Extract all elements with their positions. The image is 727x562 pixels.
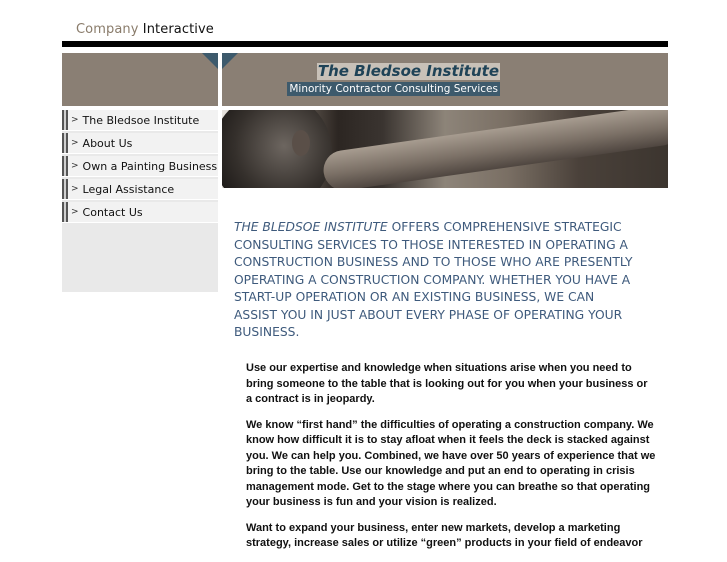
sidebar-item-legal-assistance[interactable]	[62, 179, 218, 200]
sidebar-item-contact-us[interactable]	[62, 202, 218, 223]
header-left-panel	[62, 53, 218, 106]
photo-arm-shape	[321, 110, 668, 188]
body-paragraph: Use our expertise and knowledge when situations arise when you need to bring someone to the table that is looking out for you when your business or a contract is in jeopardy.	[246, 362, 648, 405]
intro-paragraph	[234, 219, 634, 342]
body-paragraph: Want to expand your business, enter new markets, develop a marketing strategy, increase sales or utilize “green” products in your field of endeavor	[246, 521, 643, 549]
sidebar-nav	[62, 110, 218, 292]
intro-emphasis: THE BLEDSOE INSTITUTE	[234, 220, 388, 234]
body-paragraph: We know “first hand” the difficulties of operating a construction company. We know how difficult it is to stay afloat when it feels the deck is stacked against you. We can help you. Combined, we have over 50 years of experience that we bring to the table. Use our knowledge and put an end to operating in crisis management mode. Get to the stage where you can breathe so that operating your business is fun and your vision is realized.	[246, 418, 656, 508]
nav-bar-icon	[62, 179, 68, 199]
chevron-right-icon: >	[71, 115, 79, 125]
photo-head-shape	[222, 110, 332, 188]
corner-notch-icon	[202, 53, 218, 69]
sidebar-item-about-us[interactable]	[62, 133, 218, 154]
intro-text: OFFERS COMPREHENSIVE STRATEGIC CONSULTING SERVICES TO THOSE INTERESTED IN OPERATING A CONSTRUCTION BUSINESS AND TO THOSE WHO ARE PRESENTLY OPERATING A CONSTRUCTION COMPANY. WHETHER YOU HAVE A START-UP OPERATION OR AN EXISTING BUSINESS, WE CAN ASSIST YOU IN JUST ABOUT EVERY PHASE OF OPERATING YOUR BUSINESS.	[234, 220, 633, 339]
sidebar-item-label: Own a Painting Business	[82, 159, 218, 173]
photo-ear-shape	[292, 130, 310, 156]
brand-company: Company	[76, 22, 139, 37]
sidebar-item-label: Legal Assistance	[82, 182, 175, 196]
nav-bar-icon	[62, 110, 68, 130]
sidebar-item-label: The Bledsoe Institute	[82, 113, 200, 127]
chevron-right-icon: >	[71, 207, 79, 217]
corner-notch-icon	[222, 53, 238, 69]
hero-photo	[222, 110, 668, 188]
nav-bar-icon	[62, 202, 68, 222]
brand-interactive: Interactive	[142, 22, 214, 37]
body-content	[246, 361, 656, 562]
chevron-right-icon: >	[71, 184, 79, 194]
sidebar-item-label: About Us	[82, 136, 133, 150]
chevron-right-icon: >	[71, 161, 79, 171]
sidebar-item-painting-business[interactable]	[62, 156, 218, 177]
company-logo[interactable]	[76, 22, 214, 37]
sidebar-item-bledsoe-institute[interactable]	[62, 110, 218, 131]
top-divider	[62, 41, 668, 47]
nav-bar-icon	[62, 156, 68, 176]
page-subtitle: Minority Contractor Consulting Services	[289, 83, 498, 95]
sidebar-item-label: Contact Us	[82, 205, 143, 219]
page-title: The Bledsoe Institute	[317, 62, 499, 80]
chevron-right-icon: >	[71, 138, 79, 148]
header-banner	[222, 53, 668, 106]
nav-bar-icon	[62, 133, 68, 153]
